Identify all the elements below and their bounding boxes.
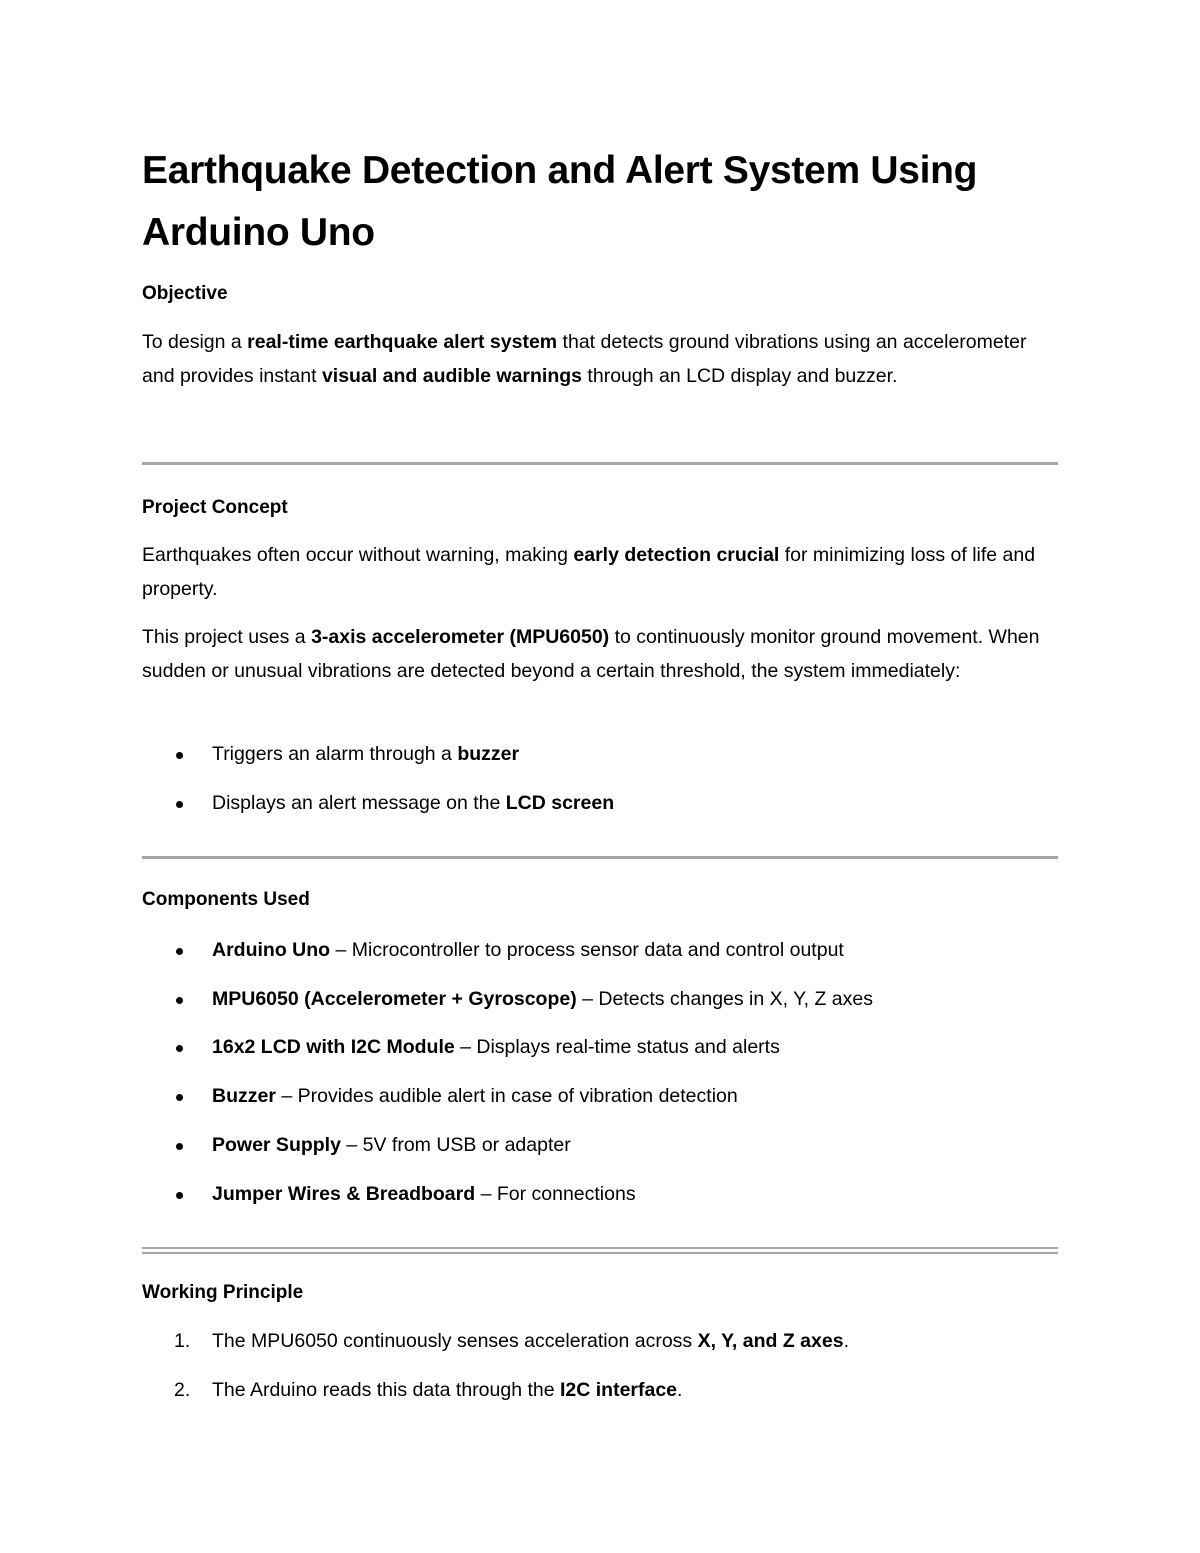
concept-paragraph-1: Earthquakes often occur without warning, making early detection crucial for minimizing loss of life and property. bbox=[142, 544, 1036, 600]
bullet-icon bbox=[176, 801, 183, 808]
bullet-icon bbox=[176, 948, 183, 955]
bullet-icon bbox=[176, 1045, 183, 1052]
section-divider bbox=[142, 462, 1058, 465]
bullet-icon bbox=[176, 1143, 183, 1150]
bullet-icon bbox=[176, 1192, 183, 1199]
step-number: 1. bbox=[174, 1330, 191, 1352]
concept-heading: Project Concept bbox=[142, 497, 288, 518]
principle-heading: Working Principle bbox=[142, 1282, 304, 1303]
components-heading: Components Used bbox=[142, 889, 310, 910]
page-title: Earthquake Detection and Alert System Using Arduino Uno bbox=[142, 149, 978, 254]
concept-paragraph-2: This project uses a 3-axis accelerometer (MPU6050) to continuously monitor ground movement. When sudden or unusual vibrations are detected beyond a certain threshold, the system immediately: bbox=[142, 626, 1040, 682]
bullet-icon bbox=[176, 1094, 183, 1101]
objective-paragraph: To design a real-time earthquake alert system that detects ground vibrations using an accelerometer and provides instant visual and audible warnings through an LCD display and buzzer. bbox=[142, 331, 1027, 387]
step-number: 2. bbox=[174, 1379, 191, 1401]
section-divider bbox=[142, 1247, 1058, 1254]
section-divider bbox=[142, 856, 1058, 859]
objective-heading: Objective bbox=[142, 283, 228, 304]
bullet-icon bbox=[176, 997, 183, 1004]
bullet-icon bbox=[176, 752, 183, 759]
